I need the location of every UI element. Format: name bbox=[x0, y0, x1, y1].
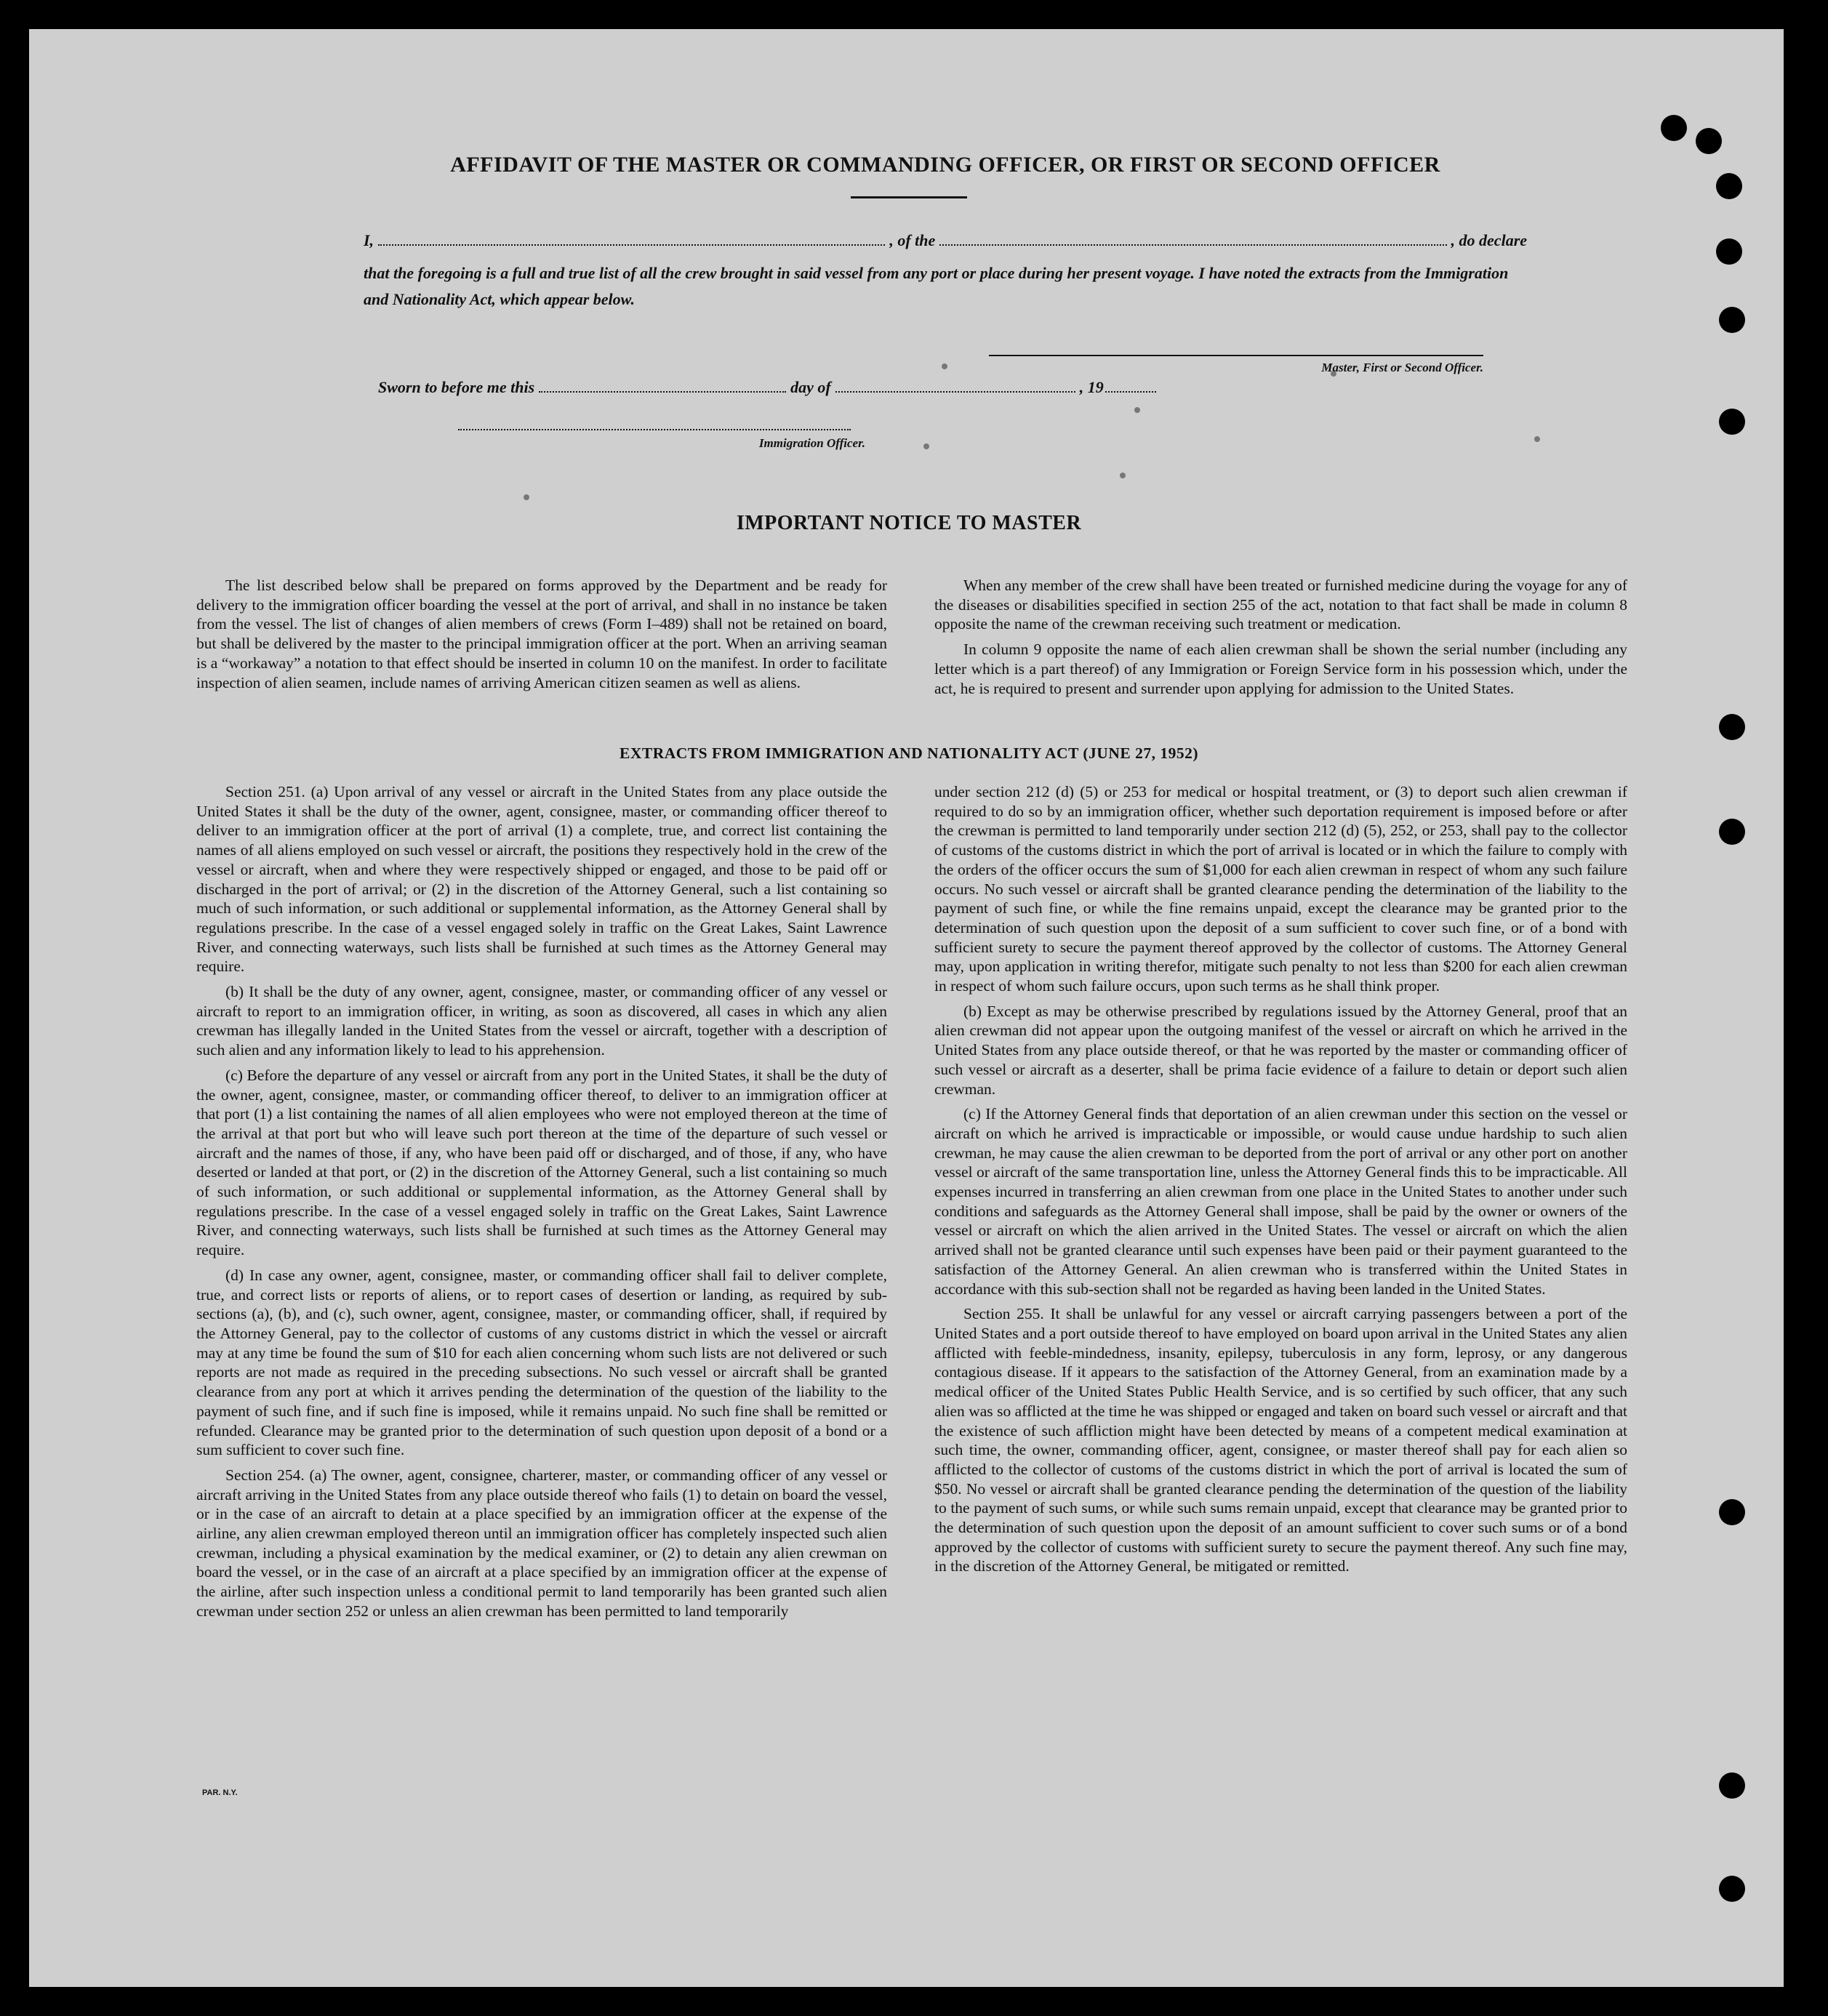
speck bbox=[1134, 407, 1140, 413]
notice-paragraph: The list described below shall be prepared on forms approved by the Department and be ready for delivery to the immigration officer boarding the vessel at the port of arrival, and shall in no instance be taken from the vessel. The list of changes of alien members of crews (Form I–489) shall not be retained on board, but shall be delivered by the master to the principal immigration officer at the port. When an arriving seaman is a “workaway” a notation to that effect should be inserted in column 10 on the manifest. In order to facilitate inspection of alien seamen, include names of arriving American citizen seamen as well as aliens. bbox=[196, 577, 887, 691]
punch-hole bbox=[1696, 128, 1722, 154]
name-field[interactable] bbox=[378, 233, 885, 246]
declare-of-label: , of the bbox=[889, 231, 936, 249]
speck bbox=[1120, 473, 1126, 478]
sworn-line bbox=[378, 378, 1251, 397]
extract-paragraph: Section 254. (a) The owner, agent, consignee, charterer, master, or commanding officer of any vessel or aircraft arriving in the United States from any place outside thereof who fails (1) to detain on board the vessel, or in the case of an aircraft to detain at a place specified by an immigration officer at the expense of the airline, any alien crewman employed thereon until an immigration officer has completely inspected such alien crewman, including a physical examination by the medical examiner, or (2) to detain any alien crewman on board the vessel, or in the case of an aircraft at a place specified by an immigration officer at the expense of the airline, after such inspection unless a conditional permit to land temporarily has been granted such alien crewman under section 252 or unless an alien crewman has been permitted to land temporarily bbox=[196, 1466, 887, 1620]
extract-paragraph: (b) Except as may be otherwise prescribed by regulations issued by the Attorney General, proof that an alien crewman did not appear upon the outgoing manifest of the vessel or aircraft on which he arrived in the United States from any place outside thereof, or that he was reported by the master or commanding officer of such vessel or aircraft as a deserter, shall be prima facie evidence of a failure to detain or deport such alien crewman. bbox=[934, 1002, 1627, 1098]
punch-hole bbox=[1719, 819, 1745, 845]
extract-paragraph: (c) If the Attorney General finds that deportation of an alien crewman under this section on the vessel or aircraft on which he arrived is impracticable or impossible, or would cause undue hardship to such alien crewman, he may cause the alien crewman to be deported from the port of arrival or any other port on another vessel or aircraft of the same transportation line, unless the Attorney General finds this to be impracticable. All expenses incurred in transferring an alien crewman from one place in the United States to another under such conditions and safeguards as the Attorney General shall impose, shall be paid by the owner or owners of the vessel or aircraft on which the alien arrived in the United States. The vessel or aircraft on which the alien arrived shall not be granted clearance until such expenses have been paid or their payment guaranteed to the satisfaction of the Attorney General. An alien crewman who is transferred within the United States in accordance with this sub-section shall not be regarded as having been landed in the United States. bbox=[934, 1105, 1627, 1298]
declaration-block bbox=[364, 231, 1527, 313]
sworn-year-field[interactable] bbox=[1105, 379, 1156, 393]
extract-paragraph: under section 212 (d) (5) or 253 for medical or hospital treatment, or (3) to deport such alien crewman if required to do so by an immigration officer, whether such deportation requirement is imposed before or after the crewman is permitted to land temporarily under section 212 (d) (5), 252, or 253, shall pay to the collector of customs of the customs district in which the port of arrival is located or in which the failure to comply with the orders of the officer occurs the sum of $1,000 for each alien crewman in respect of whom any such failure occurs. No such vessel or aircraft shall be granted clearance pending the determination of the liability to the payment of such fine, or while the fine remains unpaid, except the clearance may be granted prior to the determination of such question upon the deposit of a sum sufficient to cover such fine, or of a bond with sufficient surety to secure the payment thereof approved by the collector of customs. The Attorney General may, upon application in writing therefor, mitigate such penalty to not less than $200 for each alien crewman in respect of whom such failure occurs, upon such terms as he shall think proper. bbox=[934, 783, 1627, 995]
speck bbox=[942, 364, 947, 369]
extracts-right-column bbox=[934, 782, 1627, 1582]
affidavit-title: AFFIDAVIT OF THE MASTER OR COMMANDING OFFICER, OR FIRST OR SECOND OFFICER bbox=[450, 153, 1440, 177]
sworn-month-field[interactable] bbox=[835, 379, 1075, 393]
immigration-officer-caption: Immigration Officer. bbox=[758, 436, 865, 450]
master-signature-field[interactable] bbox=[989, 355, 1483, 356]
extract-paragraph: (b) It shall be the duty of any owner, agent, consignee, master, or commanding officer of any vessel or aircraft to report to an immigration officer, in writing, as soon as discovered, all cases in which any alien crewman has illegally landed in the United States from the vessel or aircraft, together with a description of such alien and any information likely to lead to his apprehension. bbox=[196, 983, 887, 1059]
punch-hole bbox=[1716, 238, 1742, 265]
notice-left-column bbox=[196, 576, 887, 698]
extracts-left-column bbox=[196, 782, 887, 1627]
declare-do-label: , do declare bbox=[1451, 231, 1528, 249]
punch-hole bbox=[1719, 1772, 1745, 1799]
extracts-title: EXTRACTS FROM IMMIGRATION AND NATIONALITY ACT (JUNE 27, 1952) bbox=[620, 744, 1198, 762]
speck bbox=[1534, 436, 1540, 442]
year-prefix-label: , 19 bbox=[1079, 378, 1104, 396]
immigration-officer-signature-field[interactable] bbox=[458, 429, 851, 430]
printer-mark: PAR. N.Y. bbox=[202, 1788, 238, 1797]
punch-hole bbox=[1719, 1499, 1745, 1525]
notice-title: IMPORTANT NOTICE TO MASTER bbox=[736, 512, 1082, 534]
punch-hole bbox=[1719, 307, 1745, 333]
master-signature-caption: Master, First or Second Officer. bbox=[1321, 361, 1483, 374]
punch-hole bbox=[1719, 714, 1745, 740]
extract-paragraph: (c) Before the departure of any vessel or aircraft from any port in the United States, it shall be the duty of the owner, agent, consignee, master, or commanding officer thereof, to deliver to an immigration officer at that port (1) a list containing the names of all alien employees who were not employed thereon at the time of the arrival at that port but who will leave such port thereon at the time of the departure of such vessel or aircraft and the names of those, if any, who have been paid off or discharged, and of those, if any, who have deserted or landed at that port, or (2) in the discretion of the Attorney General, such a list containing so much of such information, or such additional or supplemental information, as the Attorney General shall by regulations prescribe. In the case of a vessel engaged solely in traffic on the Great Lakes, Saint Lawrence River, and connecting waterways, such lists shall be furnished at such times as the Attorney General may require. bbox=[196, 1066, 887, 1259]
declaration-line bbox=[364, 231, 1527, 250]
punch-hole bbox=[1719, 1876, 1745, 1902]
sworn-day-field[interactable] bbox=[539, 379, 786, 393]
title-underline bbox=[851, 196, 967, 198]
punch-hole bbox=[1719, 409, 1745, 435]
punch-hole bbox=[1716, 173, 1742, 199]
speck bbox=[923, 443, 929, 449]
notice-paragraph: In column 9 opposite the name of each alien crewman shall be shown the serial number (including any letter which is a part thereof) of any Immigration or Foreign Service form in his possession which, under the act, he is required to present and surrender upon applying for admission to the United States. bbox=[934, 640, 1627, 697]
document-page bbox=[29, 29, 1784, 1987]
extract-paragraph: (d) In case any owner, agent, consignee, master, or commanding officer shall fail to deliver complete, true, and correct lists or reports of aliens, or to report cases of desertion or landing, as required by sub-sections (a), (b), and (c), such owner, agent, consignee, master, or commanding officer, shall, if required by the Attorney General, pay to the collector of customs of any customs district in which the vessel or aircraft may at any time be found the sum of $10 for each alien concerning whom such lists are not delivered or such reports are not made as required in the preceding subsections. No such vessel or aircraft shall be granted clearance from any port at which it arrives pending the determination of the question of the liability to the payment of such fine, and if such fine is imposed, while it remains unpaid. No such fine shall be remitted or refunded. Clearance may be granted prior to the determination of such question upon deposit of a bond or a sum sufficient to cover such fine. bbox=[196, 1266, 887, 1459]
sworn-label: Sworn to before me this bbox=[378, 378, 535, 396]
extract-paragraph: Section 255. It shall be unlawful for any vessel or aircraft carrying passengers between a port of the United States and a port outside thereof to have employed on board upon arrival in the United States any alien afflicted with feeble-mindedness, insanity, epilepsy, tuberculosis in any form, leprosy, or any dangerous contagious disease. If it appears to the satisfaction of the Attorney General, from an examination made by a medical officer of the United States Public Health Service, and is so certified by such officer, that any such alien was so afflicted at the time he was shipped or engaged and taken on board such vessel or aircraft and that the existence of such affliction might have been detected by means of a competent medical examination at such time, the owner, commanding officer, agent, consignee, or master thereof shall pay for each alien so afflicted to the collector of customs of the customs district in which the port of arrival is located the sum of $50. No vessel or aircraft shall be granted clearance pending the determination of the question of the liability to the payment of such sums, or while such sums remain unpaid, except that clearance may be granted prior to the determination of such question upon the deposit of an amount sufficient to cover such sums or of a bond approved by the collector of customs with sufficient surety to secure the payment thereof. Any such fine may, in the discretion of the Attorney General, be mitigated or remitted. bbox=[934, 1305, 1627, 1575]
extract-paragraph: Section 251. (a) Upon arrival of any vessel or aircraft in the United States from any place outside the United States it shall be the duty of the owner, agent, consignee, master, or commanding officer thereof to deliver to an immigration officer at the port of arrival (1) a complete, true, and correct list containing the names of all aliens employed on such vessel or aircraft, the positions they respectively hold in the crew of the vessel or aircraft, when and where they were respectively shipped or engaged, and those to be paid off or discharged in the port of arrival; or (2) in the discretion of the Attorney General, such a list containing so much of such information, or such additional or supplemental information, as the Attorney General shall by regulations prescribe. In the case of a vessel engaged solely in traffic on the Great Lakes, Saint Lawrence River, and connecting waterways, such lists shall be furnished at such times as the Attorney General may require. bbox=[196, 783, 887, 976]
day-of-label: day of bbox=[790, 378, 831, 396]
vessel-field[interactable] bbox=[939, 233, 1446, 246]
notice-right-column bbox=[934, 576, 1627, 704]
punch-hole bbox=[1661, 115, 1687, 141]
notice-paragraph: When any member of the crew shall have been treated or furnished medicine during the voyage for any of the diseases or disabilities specified in section 255 of the act, notation to that fact shall be made in column 8 opposite the name of the crewman receiving such treatment or medication. bbox=[934, 577, 1627, 633]
declare-i-label: I, bbox=[364, 231, 374, 249]
speck bbox=[524, 494, 529, 500]
declaration-text: that the foregoing is a full and true list of all the crew brought in said vessel from any port or place during her present voyage. I have noted the extracts from the Immigration and Nationality Act, which appear below. bbox=[364, 264, 1509, 308]
